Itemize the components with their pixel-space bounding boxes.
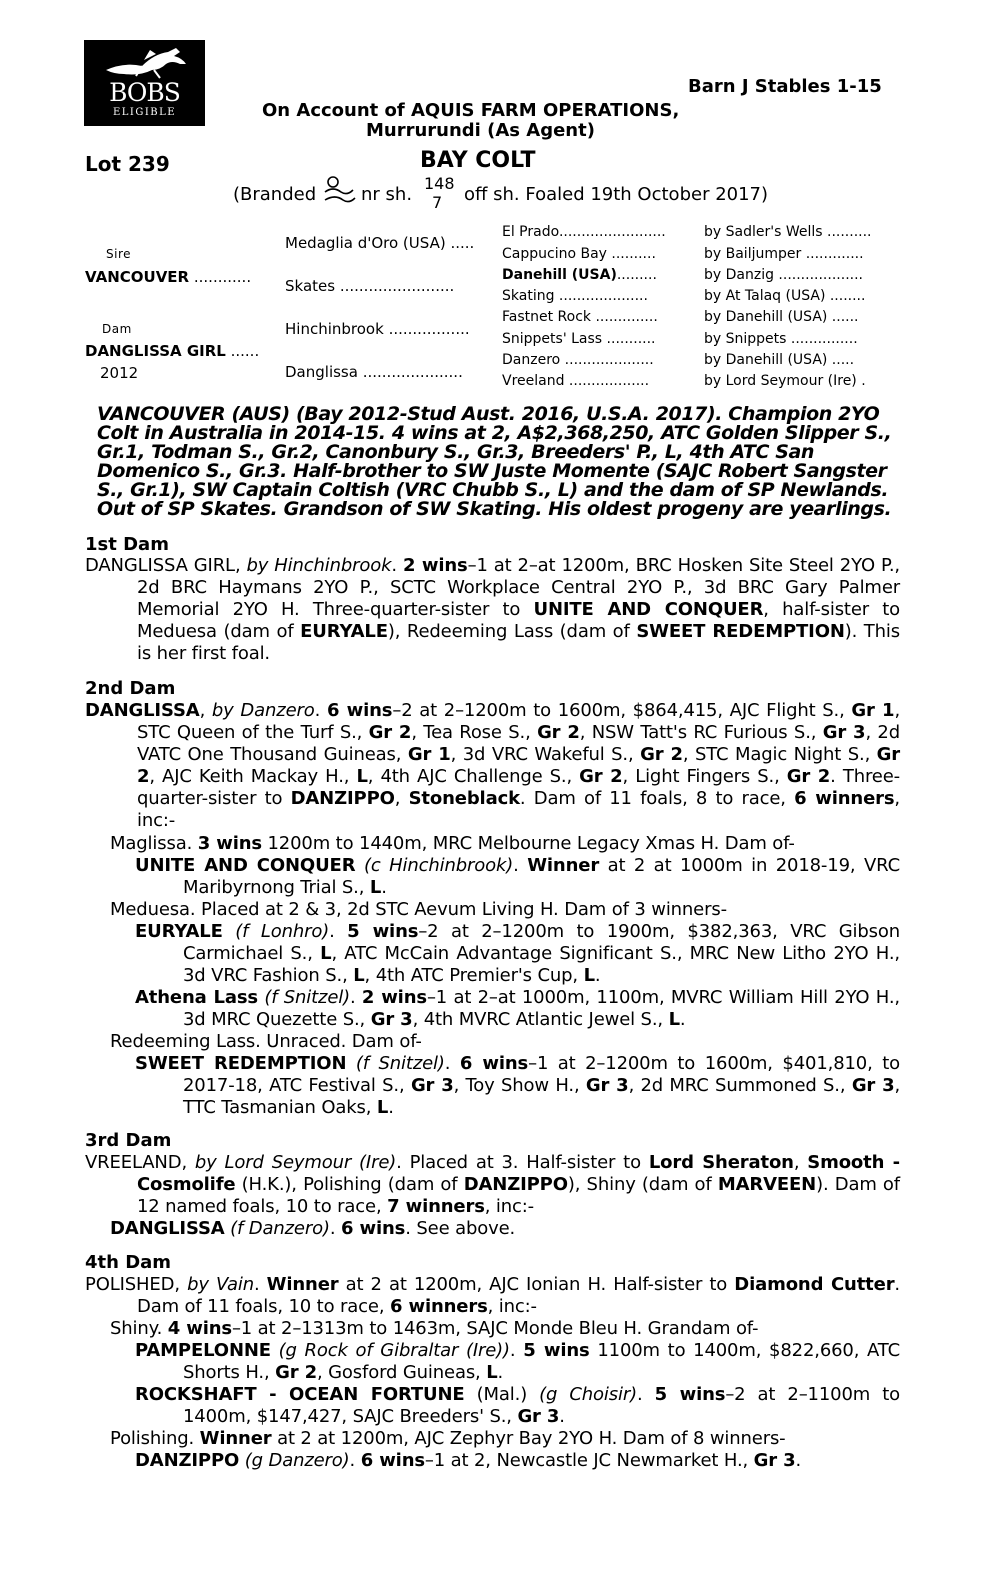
produce-unite-and-conquer: UNITE AND CONQUER (c Hinchinbrook). Winner at 2 at 1000m in 2018-19, VRC Maribyrnong Trial S., L. [135,855,901,898]
gen3-1: El Prado........................ [502,224,666,240]
account-line-2: Murrurundi (As Agent) [366,120,595,141]
produce-danglissa: DANGLISSA (f Danzero). 6 wins. See above. [110,1218,516,1239]
gen4-8: by Lord Seymour (Ire) . [704,373,866,389]
account-line-1: On Account of AQUIS FARM OPERATIONS, [262,100,680,121]
produce-maglissa: Maglissa. 3 wins 1200m to 1440m, MRC Melbourne Legacy Xmas H. Dam of- [110,833,795,854]
brand-near-side: nr sh. [361,184,413,205]
produce-athena-lass: Athena Lass (f Snitzel). 2 wins–1 at 2–at 1000m, 1100m, MVRC William Hill 2YO H., 3d MRC Quezette S., Gr 3, 4th MVRC Atlantic Jewel S., L. [135,987,901,1030]
gen4-2: by Bailjumper ............. [704,246,864,262]
fourth-dam-heading: 4th Dam [85,1252,172,1273]
gen4-3: by Danzig ................... [704,267,863,283]
second-dam-heading: 2nd Dam [85,678,176,699]
produce-pampelonne: PAMPELONNE (g Rock of Gibraltar (Ire)). 5 wins 1100m to 1400m, $822,660, ATC Shorts H., Gr 2, Gosford Guineas, L. [135,1340,901,1383]
first-dam-heading: 1st Dam [85,534,169,555]
gen4-6: by Snippets ............... [704,331,858,347]
dam-label: Dam [102,322,132,336]
grandsire: Medaglia d'Oro (USA) ..... [285,234,475,252]
second-dam-paragraph: DANGLISSA, by Danzero. 6 wins–2 at 2–1200m to 1600m, $864,415, AJC Flight S., Gr 1, STC Queen of the Turf S., Gr 2, Tea Rose S., Gr 2, NSW Tatt's RC Furious S., Gr 3, 2d VATC One Thousand Guineas, Gr 1, 3d VRC Wakeful S., Gr 2, STC Magic Night S., Gr 2, AJC Keith Mackay H., L, 4th AJC Challenge S., Gr 2, Light Fingers S., Gr 2. Three-quarter-sister to DANZIPPO, Stoneblack. Dam of 11 foals, 8 to race, 6 winners, inc:- [85,700,901,831]
brand-mark-icon [321,176,357,206]
granddam-sire-side: Skates ........................ [285,277,455,295]
third-dam-heading: 3rd Dam [85,1130,172,1151]
produce-shiny: Shiny. 4 wins–1 at 2–1313m to 1463m, SAJC Monde Bleu H. Grandam of- [110,1318,759,1339]
brand-number-top: 148 [424,174,455,193]
third-dam-paragraph: VREELAND, by Lord Seymour (Ire). Placed at 3. Half-sister to Lord Sheraton, Smooth - Cosmolife (H.K.), Polishing (dam of DANZIPPO), Shiny (dam of MARVEEN). Dam of 12 named foals, 10 to race, 7 winners, inc:- [85,1152,900,1217]
sire-label: Sire [106,247,132,261]
gen3-6: Snippets' Lass ........... [502,331,656,347]
gen3-4: Skating .................... [502,288,648,304]
produce-polishing: Polishing. Winner at 2 at 1200m, AJC Zephyr Bay 2YO H. Dam of 8 winners- [110,1428,786,1449]
produce-euryale: EURYALE (f Lonhro). 5 wins–2 at 2–1200m to 1900m, $382,363, VRC Gibson Carmichael S., L, ATC McCain Advantage Significant S., MRC New Litho 2YO H., 3d VRC Fashion S., L, 4th ATC Premier's Cup, L. [135,921,901,986]
dam-name: DANGLISSA GIRL ...... [85,342,260,360]
brand-off-side-foaled: off sh. Foaled 19th October 2017) [464,184,769,205]
logo-subword: ELIGIBLE [112,107,177,118]
gen3-3: Danehill (USA)......... [502,267,657,283]
gen4-5: by Danehill (USA) ...... [704,309,859,325]
gen3-2: Cappucino Bay .......... [502,246,656,262]
horse-title: BAY COLT [420,148,536,173]
grandsire-dam-side: Hinchinbrook ................. [285,320,470,338]
gen4-7: by Danehill (USA) ..... [704,352,855,368]
gen3-8: Vreeland .................. [502,373,650,389]
gen4-1: by Sadler's Wells .......... [704,224,872,240]
produce-meduesa: Meduesa. Placed at 2 & 3, 2d STC Aevum Living H. Dam of 3 winners- [110,899,727,920]
fourth-dam-paragraph: POLISHED, by Vain. Winner at 2 at 1200m, AJC Ionian H. Half-sister to Diamond Cutter. Dam of 11 foals, 10 to race, 6 winners, inc:- [85,1274,900,1317]
lot-number: Lot 239 [85,152,170,176]
sire-name: VANCOUVER ............ [85,268,252,286]
gen4-4: by At Talaq (USA) ........ [704,288,866,304]
produce-danzippo: DANZIPPO (g Danzero). 6 wins–1 at 2, Newcastle JC Newmarket H., Gr 3. [135,1450,802,1471]
gen3-5: Fastnet Rock .............. [502,309,658,325]
granddam: Danglissa ..................... [285,363,463,381]
brand-prefix: (Branded [233,184,317,205]
dam-foaled-year: 2012 [100,364,139,382]
sire-narrative: VANCOUVER (AUS) (Bay 2012-Stud Aust. 2016, U.S.A. 2017). Champion 2YO Colt in Australia in 2014-15. 4 wins at 2, A$2,368,250, ATC Golden Slipper S., Gr.1, Todman S., Gr.2, Canonbury S., Gr.3, Breeders' P., L, 4th ATC San Domenico S., Gr.3. Half-brother to SW Juste Momente (SAJC Robert Sangster S., Gr.1), SW Captain Coltish (VRC Chubb S., L) and the dam of SP Newlands. Out of SP Skates. Grandson of SW Skating. His oldest progeny are yearlings. [97,403,892,520]
logo-word: BOBS [109,78,180,107]
gen3-7: Danzero .................... [502,352,654,368]
barn-stables: Barn J Stables 1-15 [688,76,882,97]
produce-rockshaft: ROCKSHAFT - OCEAN FORTUNE (Mal.) (g Choisir). 5 wins–2 at 2–1100m to 1400m, $147,427, SAJC Breeders' S., Gr 3. [135,1384,900,1427]
bobs-eligible-logo [84,40,205,126]
produce-sweet-redemption: SWEET REDEMPTION (f Snitzel). 6 wins–1 at 2–1200m to 1600m, $401,810, to 2017-18, ATC Festival S., Gr 3, Toy Show H., Gr 3, 2d MRC Summoned S., Gr 3, TTC Tasmanian Oaks, L. [135,1053,901,1118]
brand-number-bottom: 7 [432,193,443,212]
first-dam-paragraph: DANGLISSA GIRL, by Hinchinbrook. 2 wins–1 at 2–at 1200m, BRC Hosken Site Steel 2YO P., 2d BRC Haymans 2YO P., SCTC Workplace Central 2YO P., 3d BRC Gary Palmer Memorial 2YO H. Three-quarter-sister to UNITE AND CONQUER, half-sister to Meduesa (dam of EURYALE), Redeeming Lass (dam of SWEET REDEMPTION). This is her first foal. [85,555,900,664]
produce-redeeming-lass: Redeeming Lass. Unraced. Dam of- [110,1031,422,1052]
